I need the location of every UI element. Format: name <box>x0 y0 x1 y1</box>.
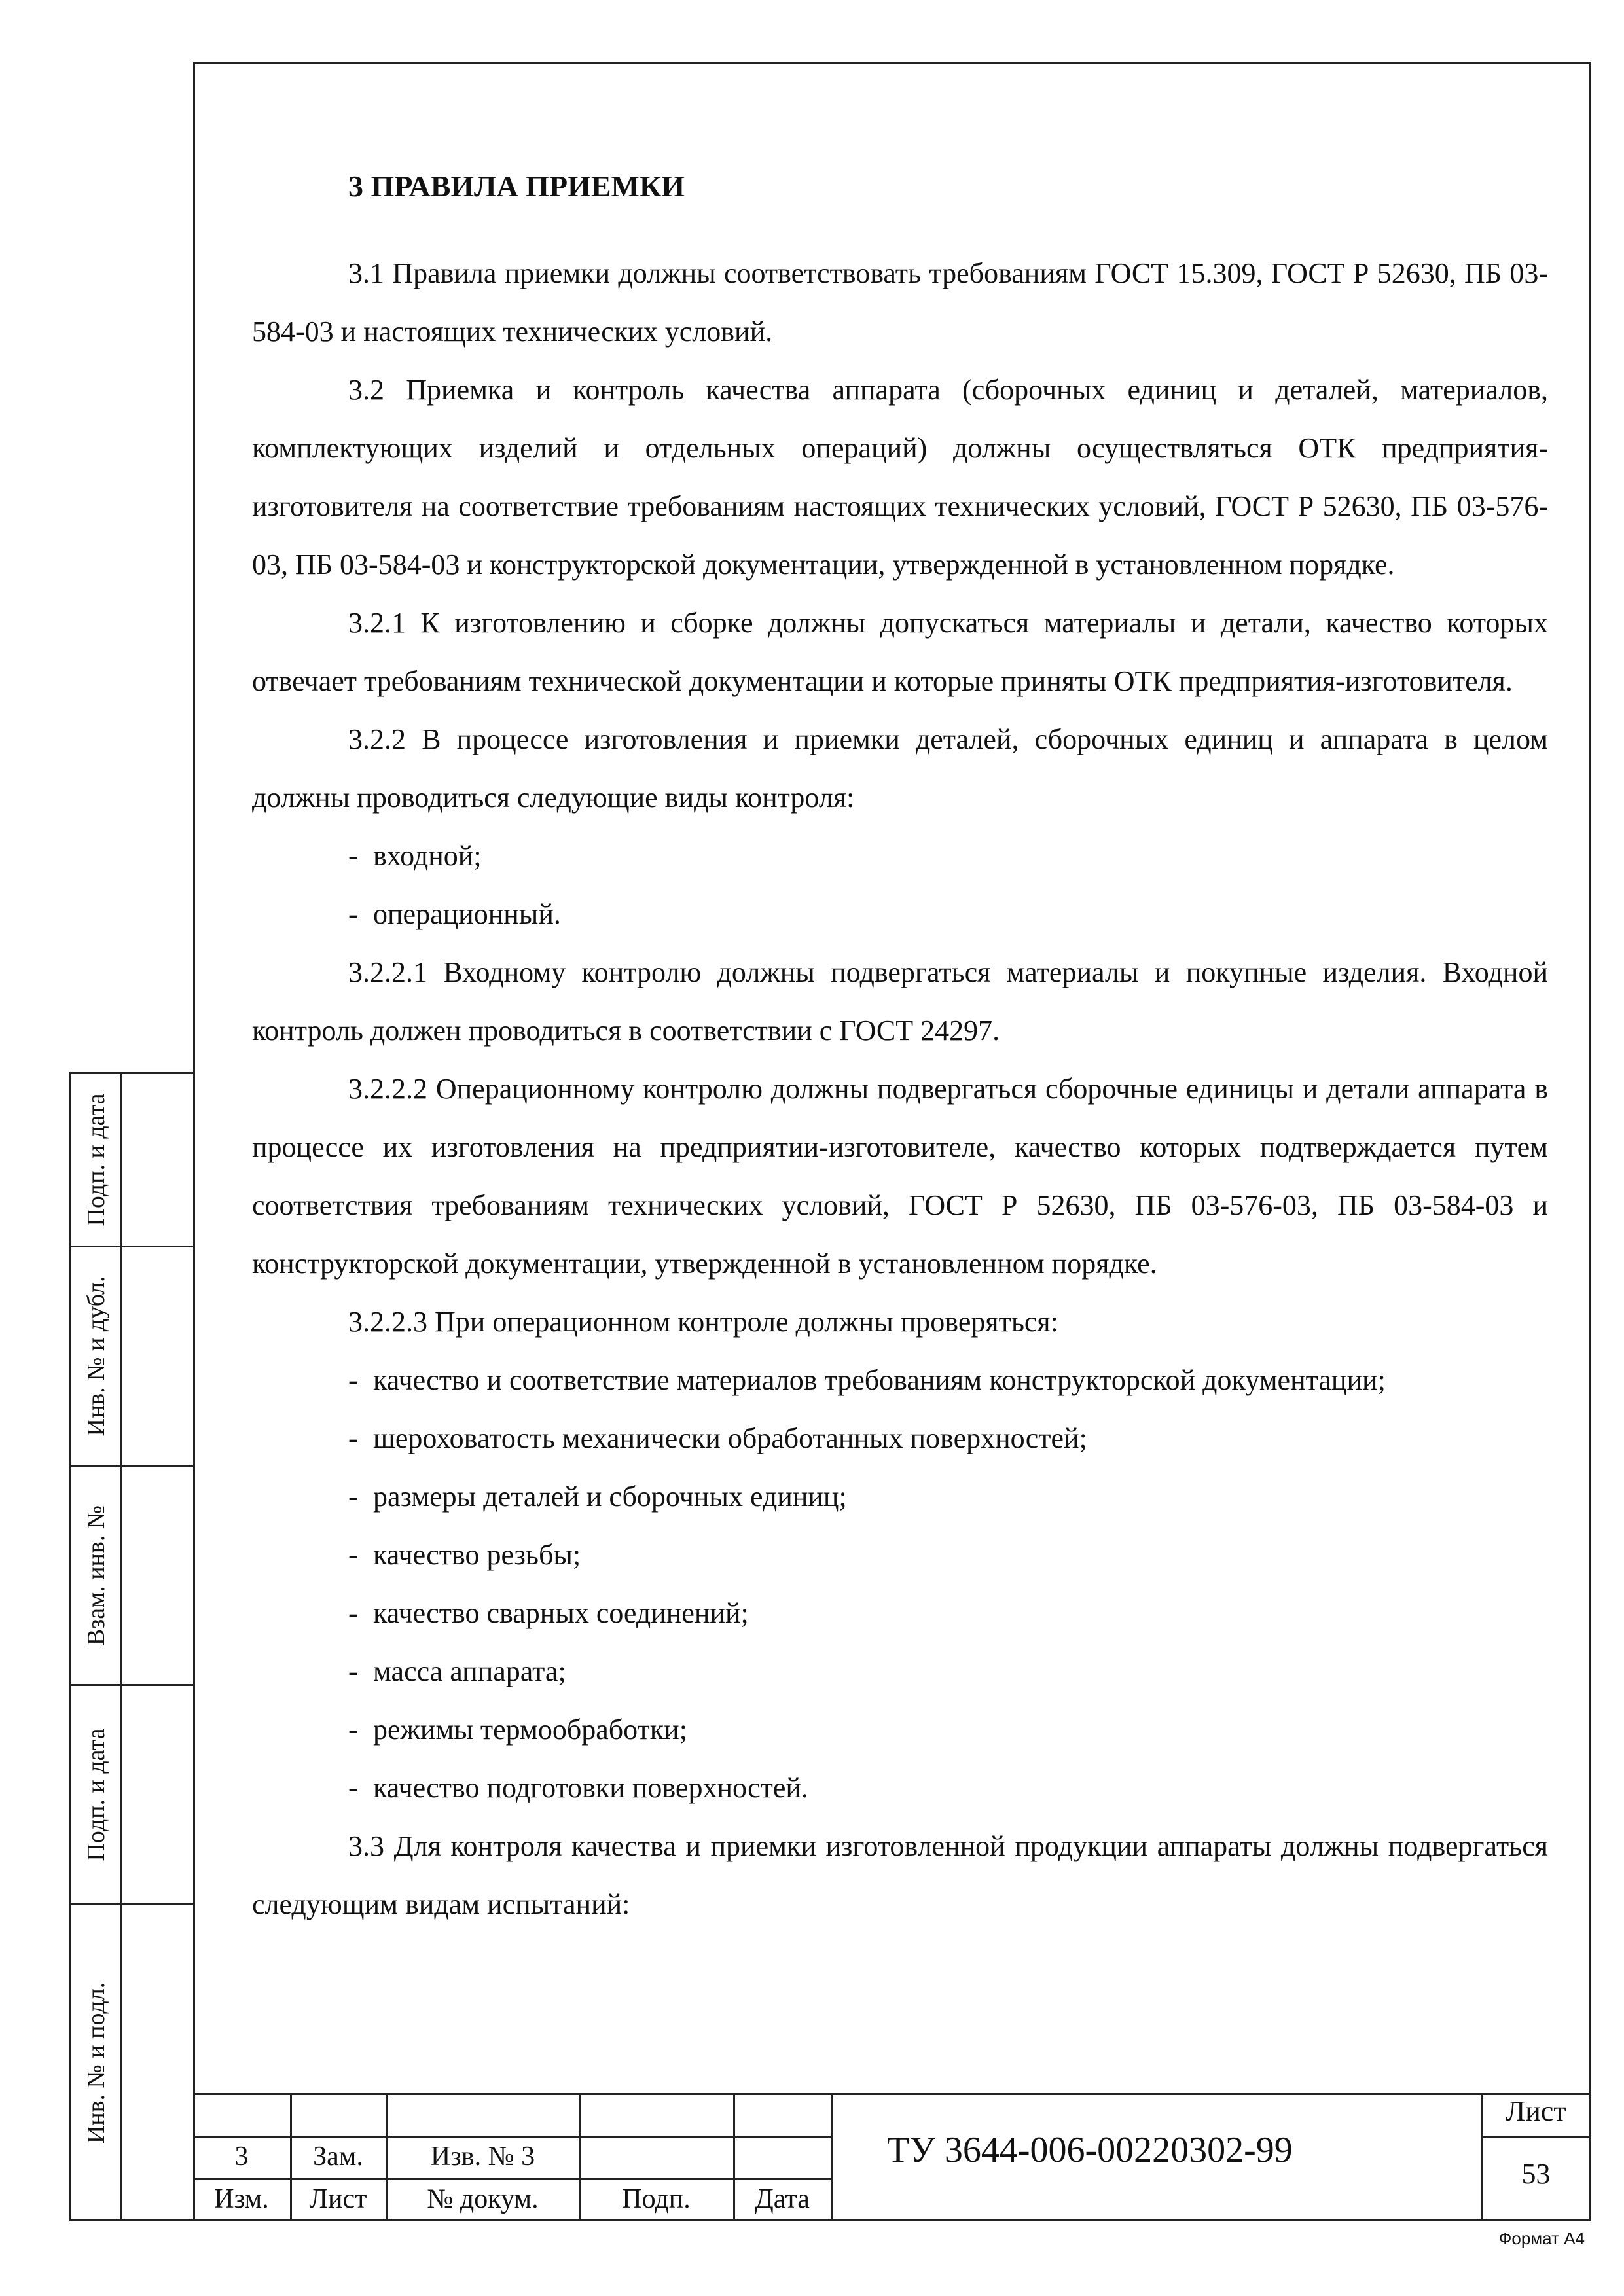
paragraph: 3.2.1 К изготовлению и сборке должны допускаться материалы и детали, качество которых отвечает требованиям технической документации и которые приняты ОТК предприятия-изготовителя. <box>252 607 1548 697</box>
document-code: ТУ 3644-006-00220302-99 <box>887 2130 1293 2170</box>
sheet-label: Лист <box>1506 2095 1566 2127</box>
list-item: - шероховатость механически обработанных поверхностей; <box>348 1422 1087 1454</box>
side-cell-inv-dup <box>71 1247 195 1467</box>
side-cell-sign-date-2 <box>71 1686 195 1905</box>
rev-change-no: 3 <box>234 2142 249 2172</box>
paragraph: 3.3 Для контроля качества и приемки изготовленной продукции аппараты должны подвергаться следующим видам испытаний: <box>252 1830 1548 1920</box>
header-sign: Подп. <box>622 2184 691 2214</box>
list-item: - качество подготовки поверхностей. <box>348 1772 808 1804</box>
list-item: - масса аппарата; <box>348 1655 566 1687</box>
document-body <box>252 157 1548 1933</box>
list-item: - входной; <box>348 840 482 872</box>
list-item: - качество резьбы; <box>348 1539 581 1571</box>
side-stamp <box>69 1072 193 2221</box>
side-cell-replace-inv <box>71 1467 195 1686</box>
side-label: Взам. инв. № <box>82 1505 110 1646</box>
rev-doc-no: Изв. № 3 <box>430 2142 535 2172</box>
section-heading: 3 ПРАВИЛА ПРИЕМКИ <box>348 170 685 203</box>
header-date: Дата <box>755 2184 810 2214</box>
side-cell-inv-orig <box>71 1905 195 2221</box>
format-label: Формат А4 <box>1498 2229 1585 2248</box>
side-label: Подп. и дата <box>82 1728 110 1861</box>
paragraph: 3.2.2.3 При операционном контроле должны проверяться: <box>348 1306 1058 1338</box>
list-item: - операционный. <box>348 898 561 930</box>
paragraph: 3.1 Правила приемки должны соответствовать требованиям ГОСТ 15.309, ГОСТ Р 52630, ПБ 03-584-03 и настоящих технических условий. <box>252 257 1548 348</box>
paragraph: 3.2 Приемка и контроль качества аппарата (сборочных единиц и деталей, материалов, комплектующих изделий и отдельных операций) должны осуществляться ОТК предприятия-изготовителя на соответствие требованиям настоящих технических условий, ГОСТ Р 52630, ПБ 03-576-03, ПБ 03-584-03 и конструкторской документации, утвержденной в установленном порядке. <box>252 374 1548 581</box>
rev-sheet: Зам. <box>313 2142 363 2172</box>
paragraph: 3.2.2.2 Операционному контролю должны подвергаться сборочные единицы и детали аппарата в процессе их изготовления на предприятии-изготовителе, качество которых подтверждается путем соответствия требованиям технических условий, ГОСТ Р 52630, ПБ 03-576-03, ПБ 03-584-03 и конструкторской документации, утвержденной в установленном порядке. <box>252 1073 1548 1280</box>
list-item: - режимы термообработки; <box>348 1713 687 1746</box>
list-item: - качество сварных соединений; <box>348 1597 749 1629</box>
header-change: Изм. <box>214 2184 269 2214</box>
paragraph: 3.2.2 В процессе изготовления и приемки деталей, сборочных единиц и аппарата в целом должны проводиться следующие виды контроля: <box>252 723 1548 814</box>
header-sheet: Лист <box>309 2184 367 2214</box>
title-block <box>193 2093 1591 2221</box>
side-cell-sign-date <box>71 1074 195 1247</box>
paragraph: 3.2.2.1 Входному контролю должны подвергаться материалы и покупные изделия. Входной контроль должен проводиться в соответствии с ГОСТ 24297. <box>252 956 1548 1047</box>
sheet-number: 53 <box>1521 2158 1551 2190</box>
header-doc-no: № докум. <box>427 2184 539 2214</box>
side-label: Подп. и дата <box>82 1093 110 1227</box>
list-item: - размеры деталей и сборочных единиц; <box>348 1480 847 1513</box>
list-item: - качество и соответствие материалов требованиям конструкторской документации; <box>348 1364 1386 1396</box>
side-label: Инв. № и дубл. <box>82 1276 110 1437</box>
side-label: Инв. № и подл. <box>82 1982 110 2144</box>
